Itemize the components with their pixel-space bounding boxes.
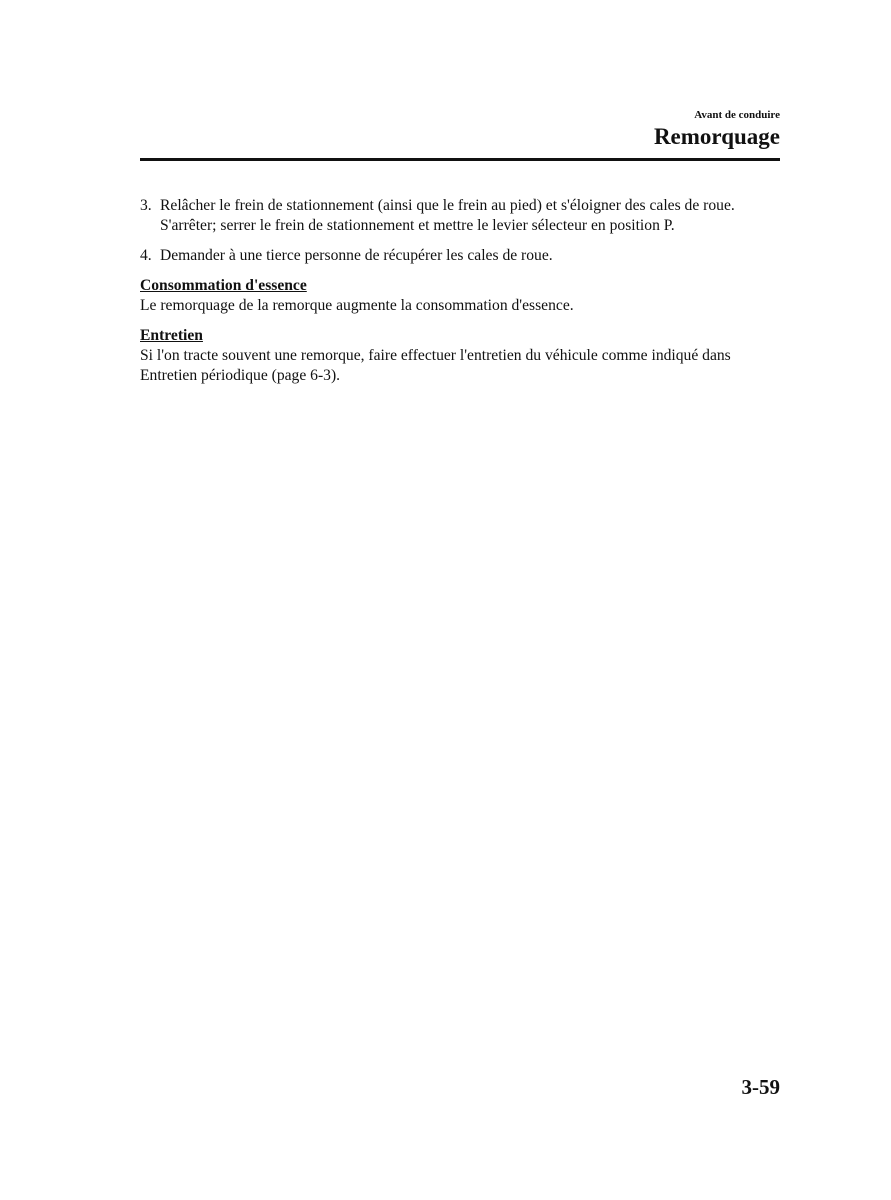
page-number: 3-59 (741, 1075, 780, 1099)
maintenance-text: Si l'on tracte souvent une remorque, faire effectuer l'entretien du véhicule comme indiqué dans Entretien périodique (page 6-3). (140, 347, 731, 384)
header-divider (140, 158, 780, 161)
page-content (140, 196, 780, 396)
step-number: 3. (140, 197, 152, 214)
step-4 (140, 246, 780, 266)
fuel-consumption-heading: Consommation d'essence (140, 277, 307, 294)
page-title: Remorquage (653, 124, 780, 149)
step-number: 4. (140, 247, 152, 264)
step-text: Relâcher le frein de stationnement (ainsi que le frein au pied) et s'éloigner des cales de roue. S'arrêter; serrer le frein de stationnement et mettre le levier sélecteur en position P. (160, 197, 735, 234)
step-3 (140, 196, 780, 236)
maintenance-heading: Entretien (140, 327, 203, 344)
section-label: Avant de conduire (694, 109, 780, 121)
fuel-consumption-text: Le remorquage de la remorque augmente la consommation d'essence. (140, 297, 574, 314)
step-text: Demander à une tierce personne de récupérer les cales de roue. (160, 247, 553, 264)
